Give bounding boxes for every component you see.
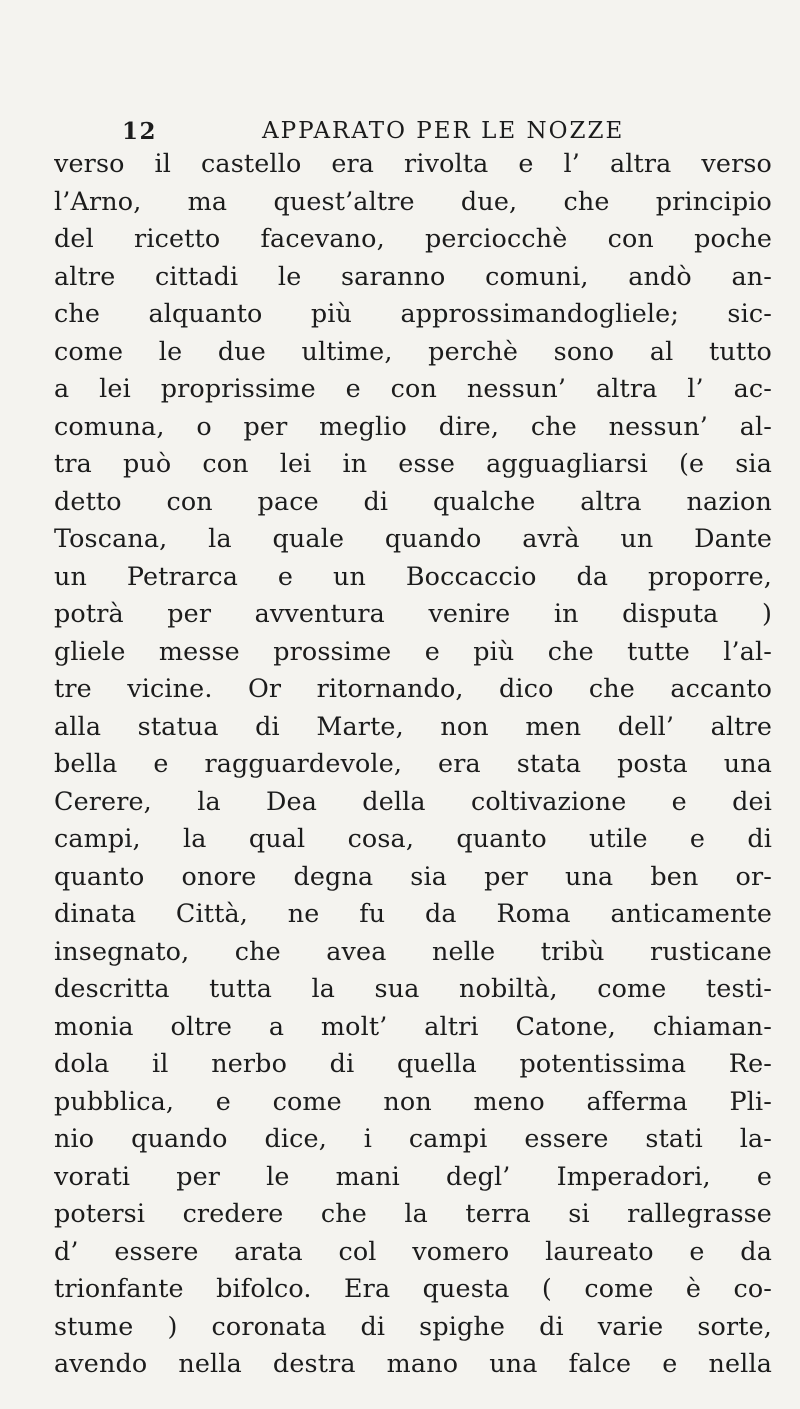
text-line: potrà per avventura venire in disputa ) [54,598,772,628]
text-line: vorati per le mani degl’ Imperadori, e [54,1160,772,1191]
text-line: tre vicine. Or ritornando, dico che accanto [54,673,772,703]
text-line: un Petrarca e un Boccaccio da proporre, [54,560,772,591]
text-line: tra può con lei in esse agguagliarsi (e sia [54,448,772,478]
text-line: del ricetto facevano, perciocchè con poche [54,223,772,253]
text-line: stume ) coronata di spighe di varie sorte, [54,1310,772,1341]
text-line: altre cittadi le saranno comuni, andò an- [54,260,772,291]
text-line: monia oltre a molt’ altri Catone, chiaman- [54,1010,772,1041]
text-line: Cerere, la Dea della coltivazione e dei [54,785,772,816]
text-line: d’ essere arata col vomero laureato e da [54,1235,772,1266]
text-line: che alquanto più approssimandogliele; sic- [54,298,772,328]
text-line: pubblica, e come non meno afferma Pli- [54,1085,772,1116]
text-line: l’Arno, ma quest’altre due, che principio [54,185,772,216]
text-line: Toscana, la quale quando avrà un Dante [54,523,772,553]
running-title: APPARATO PER LE NOZZE [262,118,625,144]
text-line: come le due ultime, perchè sono al tutto [54,335,772,366]
text-line: verso il castello era rivolta e l’ altra verso [54,148,772,178]
text-line: dola il nerbo di quella potentissima Re- [54,1048,772,1078]
text-line: a lei proprissime e con nessun’ altra l’ ac- [54,373,772,403]
text-line: avendo nella destra mano una falce e nella [54,1348,772,1378]
text-line: trionfante bifolco. Era questa ( come è co- [54,1273,772,1303]
page-number: 12 [122,118,158,145]
text-line: insegnato, che avea nelle tribù rusticane [54,935,772,966]
text-line: nio quando dice, i campi essere stati la- [54,1123,772,1153]
text-line: dinata Città, ne fu da Roma anticamente [54,898,772,928]
text-line: descritta tutta la sua nobiltà, come testi- [54,973,772,1003]
text-line: comuna, o per meglio dire, che nessun’ al- [54,410,772,441]
text-line: campi, la qual cosa, quanto utile e di [54,823,772,853]
text-line: potersi credere che la terra si rallegrasse [54,1198,772,1228]
text-line: detto con pace di qualche altra nazion [54,485,772,516]
text-line: gliele messe prossime e più che tutte l’al- [54,635,772,666]
text-line: alla statua di Marte, non men dell’ altre [54,710,772,741]
body-text [54,145,772,1383]
text-line: bella e ragguardevole, era stata posta una [54,748,772,778]
text-line: quanto onore degna sia per una ben or- [54,860,772,891]
